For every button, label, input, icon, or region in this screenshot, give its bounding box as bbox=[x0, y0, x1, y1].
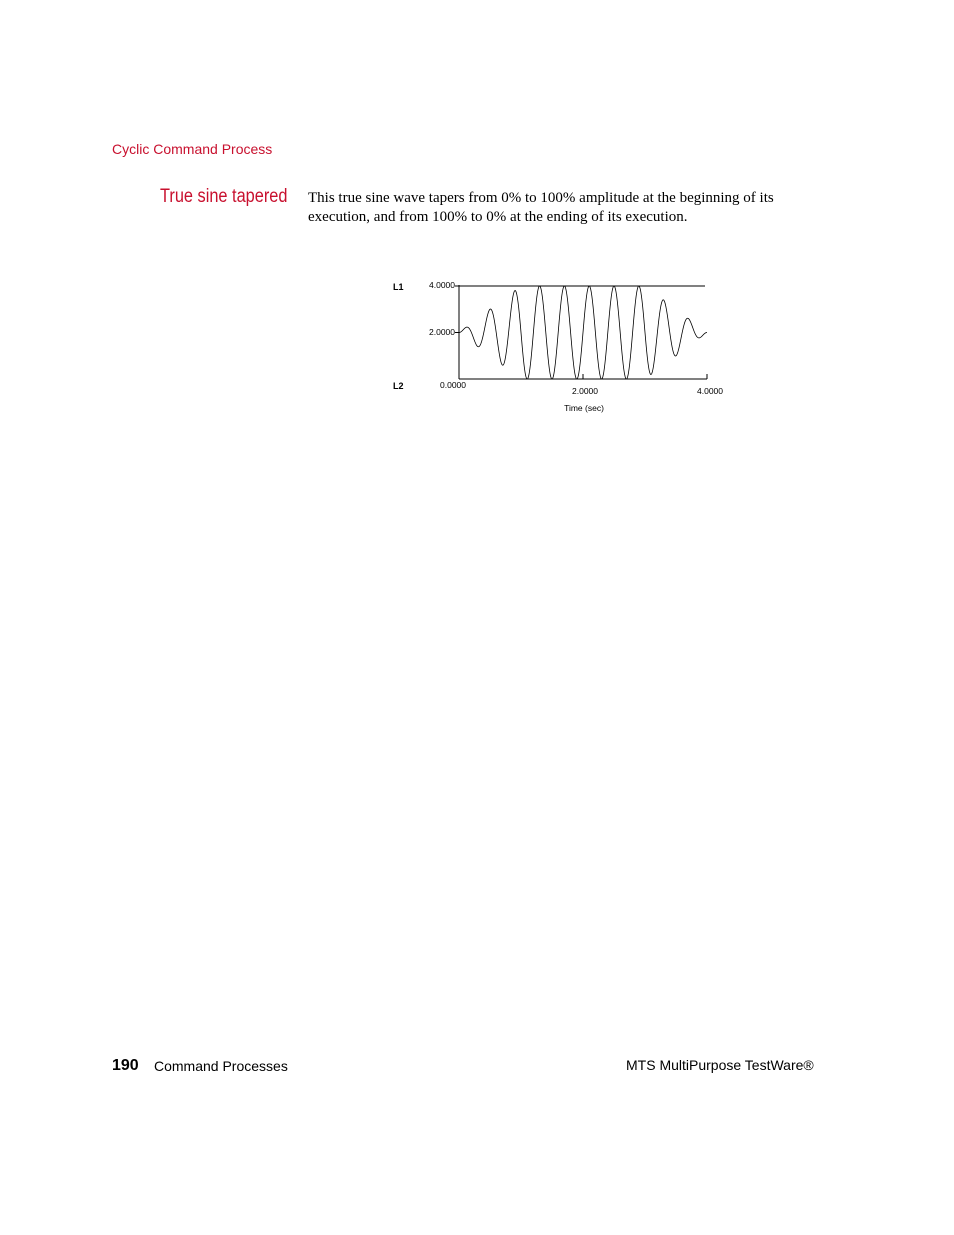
chart-axes bbox=[455, 285, 707, 379]
waveform-chart bbox=[380, 258, 740, 423]
section-heading: True sine tapered bbox=[160, 186, 288, 207]
x-axis-title: Time (sec) bbox=[564, 403, 604, 413]
footer-product-name: MTS MultiPurpose TestWare® bbox=[626, 1057, 814, 1073]
limit-label-l2: L2 bbox=[393, 381, 404, 391]
page-number: 190 bbox=[112, 1057, 139, 1074]
waveform-series-line bbox=[459, 286, 707, 379]
x-tick-label-2: 2.0000 bbox=[572, 386, 598, 396]
y-tick-label-2: 2.0000 bbox=[429, 327, 455, 337]
footer-section-title: Command Processes bbox=[154, 1058, 288, 1074]
body-paragraph: This true sine wave tapers from 0% to 100% amplitude at the beginning of its execution, and from 100% to 0% at the ending of its execution. bbox=[308, 190, 774, 225]
waveform-figure bbox=[380, 258, 740, 423]
section-body bbox=[308, 189, 808, 227]
y-tick-label-0: 0.0000 bbox=[440, 380, 466, 390]
x-tick-label-4: 4.0000 bbox=[697, 386, 723, 396]
running-header: Cyclic Command Process bbox=[112, 141, 273, 157]
limit-label-l1: L1 bbox=[393, 282, 404, 292]
y-tick-label-4: 4.0000 bbox=[429, 280, 455, 290]
